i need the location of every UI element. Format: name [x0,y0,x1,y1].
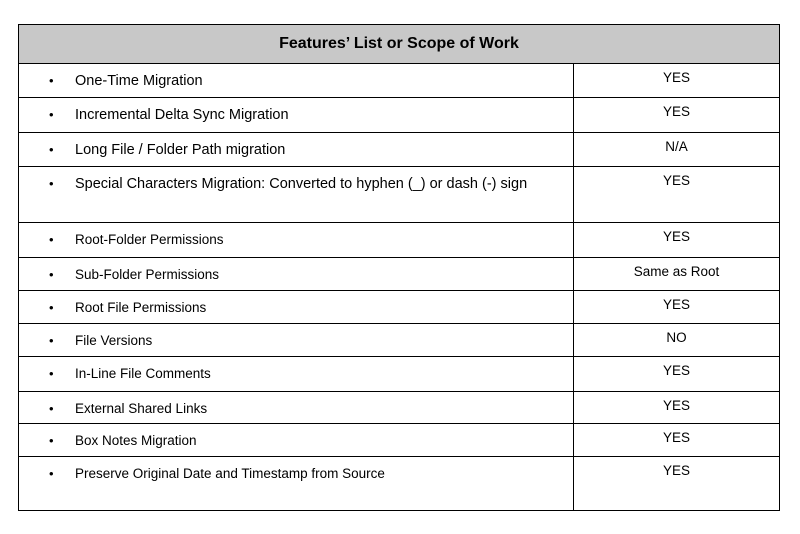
table-row [19,424,779,457]
feature-label: Long File / Folder Path migration [75,142,286,158]
feature-cell [19,457,574,510]
table-row [19,457,779,510]
table-row [19,357,779,392]
feature-label: File Versions [75,333,153,348]
feature-cell [19,223,574,257]
feature-value: YES [662,363,690,378]
value-cell [574,392,779,423]
bullet: • [49,401,54,416]
feature-value: YES [662,463,690,478]
feature-value: YES [662,430,690,445]
table-row [19,167,779,223]
bullet: • [49,176,54,191]
feature-cell [19,98,574,132]
feature-cell [19,64,574,97]
feature-cell [19,291,574,323]
value-cell [574,133,779,166]
table-header-title: Features’ List or Scope of Work [279,35,519,52]
bullet: • [49,333,54,348]
table-row [19,98,779,133]
feature-label: Sub-Folder Permissions [75,267,220,282]
feature-cell [19,133,574,166]
bullet: • [49,366,54,381]
feature-label: Root-Folder Permissions [75,232,224,247]
feature-value: Same as Root [633,264,720,279]
feature-label: Incremental Delta Sync Migration [75,107,289,123]
bullet: • [49,107,54,122]
feature-cell [19,258,574,290]
value-cell [574,424,779,456]
feature-value: YES [662,229,690,244]
bullet: • [49,433,54,448]
feature-value: YES [662,173,690,188]
feature-value: NO [666,330,687,345]
feature-label: Box Notes Migration [75,433,197,448]
bullet: • [49,232,54,247]
value-cell [574,291,779,323]
feature-cell [19,357,574,391]
bullet: • [49,300,54,315]
table-header [19,25,779,64]
bullet: • [49,466,54,481]
feature-value: N/A [665,139,688,154]
value-cell [574,167,779,222]
table-row [19,223,779,258]
feature-label: External Shared Links [75,401,208,416]
table-row [19,392,779,424]
feature-value: YES [662,70,690,85]
bullet: • [49,142,54,157]
bullet: • [49,73,54,88]
feature-value: YES [662,297,690,312]
feature-cell [19,392,574,423]
table-row [19,64,779,98]
scope-table [18,24,780,511]
value-cell [574,98,779,132]
value-cell [574,223,779,257]
value-cell [574,457,779,510]
value-cell [574,324,779,356]
value-cell [574,258,779,290]
value-cell [574,357,779,391]
feature-label: Root File Permissions [75,300,207,315]
table-row [19,324,779,357]
feature-cell [19,167,574,222]
feature-label: In-Line File Comments [75,366,211,381]
feature-cell [19,424,574,456]
feature-value: YES [662,104,690,119]
table-row [19,133,779,167]
bullet: • [49,267,54,282]
feature-label: One-Time Migration [75,73,203,89]
feature-value: YES [662,398,690,413]
feature-label: Preserve Original Date and Timestamp from Source [75,466,385,481]
value-cell [574,64,779,97]
table-row [19,258,779,291]
table-row [19,291,779,324]
feature-label: Special Characters Migration: Converted to hyphen (_) or dash (-) sign [75,176,528,192]
feature-cell [19,324,574,356]
